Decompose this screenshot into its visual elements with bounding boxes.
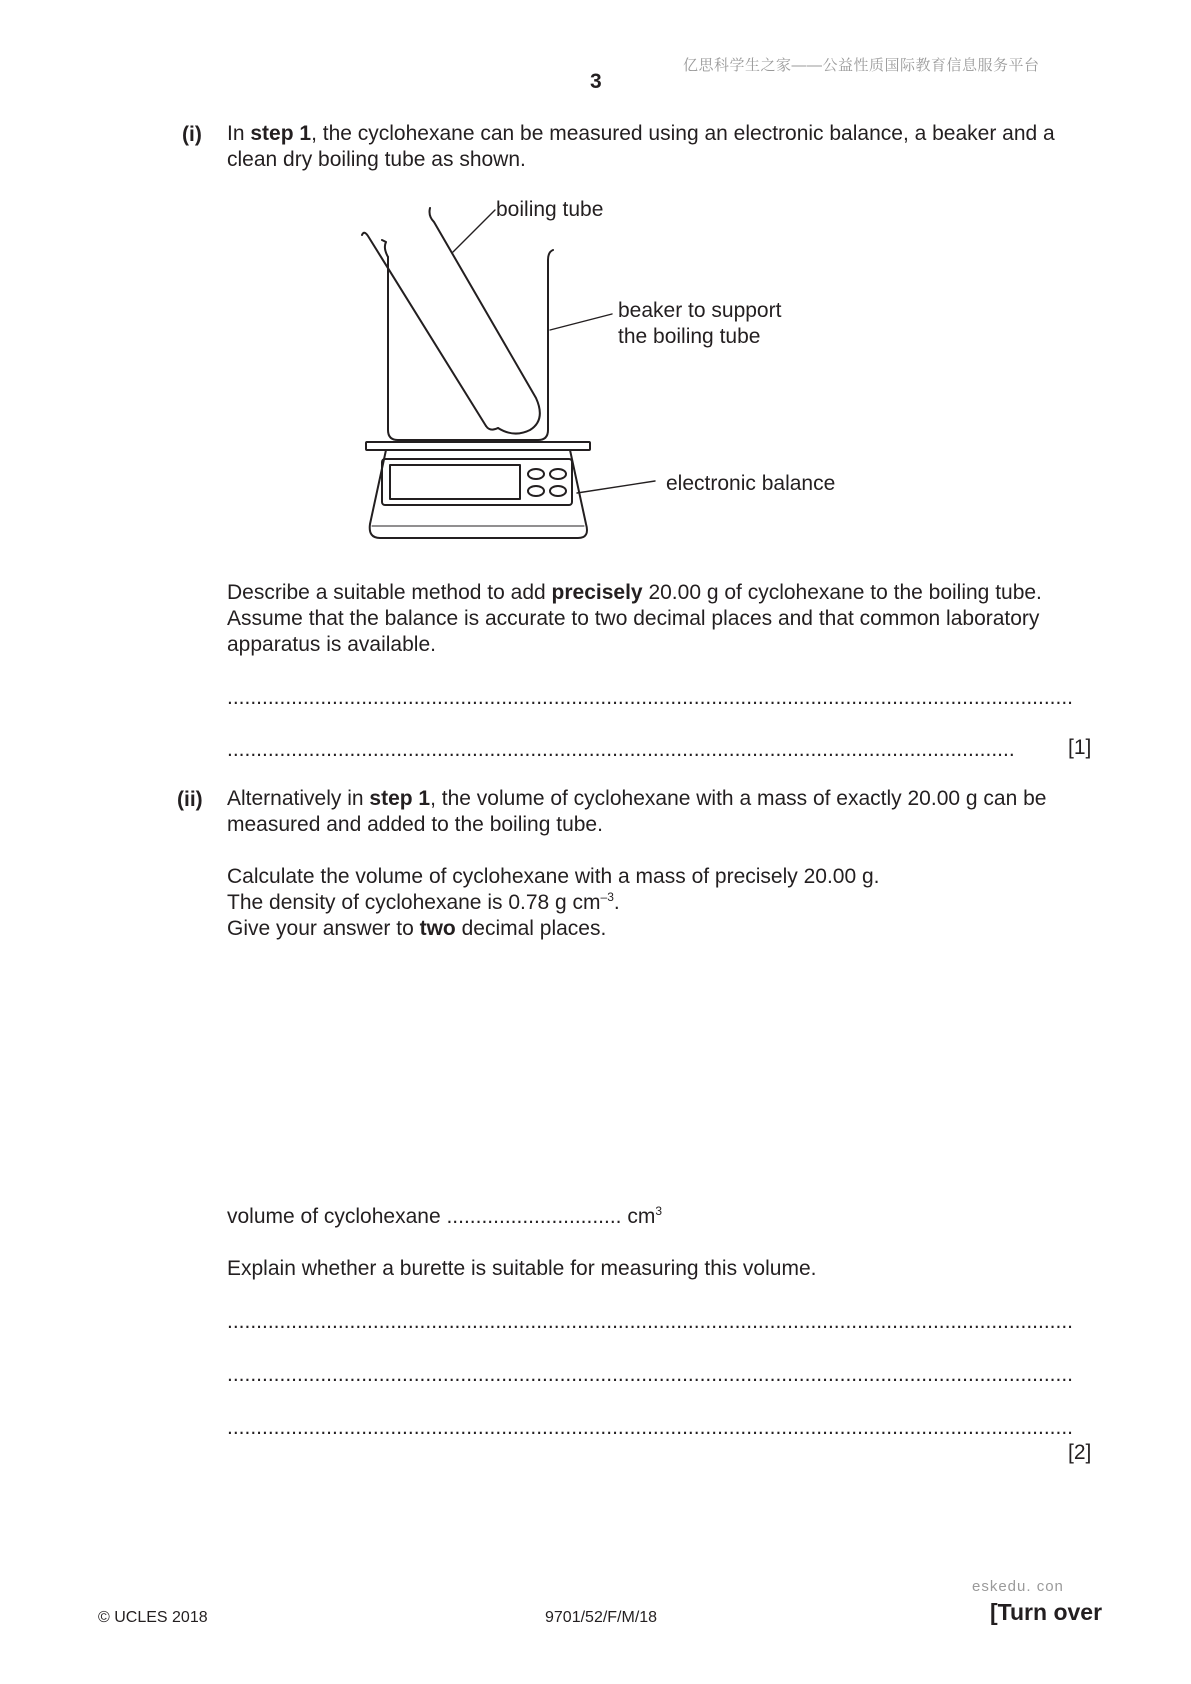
- watermark-text: 亿思科学生之家——公益性质国际教育信息服务平台: [683, 57, 1040, 74]
- volume-answer-field[interactable]: ..............................: [446, 1205, 622, 1228]
- footer-paper-code: 9701/52/F/M/18: [545, 1609, 658, 1626]
- label-beaker-line-1: beaker to support: [618, 299, 782, 322]
- balance-display-shape: [390, 465, 520, 499]
- balance-button-shape: [550, 469, 566, 479]
- answer-line[interactable]: .......................................................................................................................................: [227, 738, 1015, 761]
- answer-line[interactable]: .................................................................................................................................................: [227, 1363, 1073, 1386]
- balance-button-shape: [528, 486, 544, 496]
- balance-button-shape: [550, 486, 566, 496]
- balance-body-shape: [370, 450, 587, 538]
- question-i-intro: In step 1, the cyclohexane can be measured using an electronic balance, a beaker and a clean dry boiling tube as shown.: [227, 122, 1055, 171]
- balance-button-shape: [528, 469, 544, 479]
- question-ii-intro: Alternatively in step 1, the volume of cyclohexane with a mass of exactly 20.00 g can be measured and added to the boiling tube.: [227, 787, 1047, 836]
- page-number: 3: [590, 70, 602, 93]
- volume-answer-unit: cm: [627, 1205, 656, 1228]
- label-electronic-balance: electronic balance: [666, 472, 836, 495]
- leader-line-beaker: [550, 314, 612, 330]
- label-beaker-line-2: the boiling tube: [618, 325, 761, 348]
- question-ii-calc: Calculate the volume of cyclohexane with a mass of precisely 20.00 g. The density of cyclohexane is 0.78 g $cm^{-3}$. Give your answer to two decimal places.: [227, 865, 880, 940]
- beaker-shape: [382, 240, 553, 440]
- balance-pan-shape: [366, 442, 590, 450]
- question-ii-explain: Explain whether a burette is suitable for measuring this volume.: [227, 1257, 817, 1280]
- question-label-i: (i): [182, 123, 202, 146]
- apparatus-diagram: [340, 190, 660, 550]
- answer-line[interactable]: .................................................................................................................................................: [227, 1416, 1073, 1439]
- site-watermark: eskedu. con: [972, 1578, 1064, 1595]
- question-i-task: Describe a suitable method to add precisely 20.00 g of cyclohexane to the boiling tube. Assume that the balance is accurate to two decimal places and that common laboratory apparatus is available.: [227, 581, 1042, 656]
- footer-turn-over: [Turn over: [990, 1599, 1103, 1625]
- question-label-ii: (ii): [177, 788, 203, 811]
- mark-allocation-ii: [2]: [1068, 1441, 1092, 1464]
- leader-line-boiling-tube: [453, 210, 495, 252]
- volume-answer-label: volume of cyclohexane: [227, 1205, 441, 1228]
- label-boiling-tube: boiling tube: [496, 198, 604, 221]
- volume-answer-row: volume of cyclohexane .............................. $cm^3$: [227, 1204, 663, 1228]
- leader-line-balance: [577, 481, 655, 493]
- answer-line[interactable]: .................................................................................................................................................: [227, 1310, 1073, 1333]
- mark-allocation-i: [1]: [1068, 736, 1092, 759]
- footer-copyright: © UCLES 2018: [98, 1609, 208, 1626]
- answer-line[interactable]: .................................................................................................................................................: [227, 686, 1073, 709]
